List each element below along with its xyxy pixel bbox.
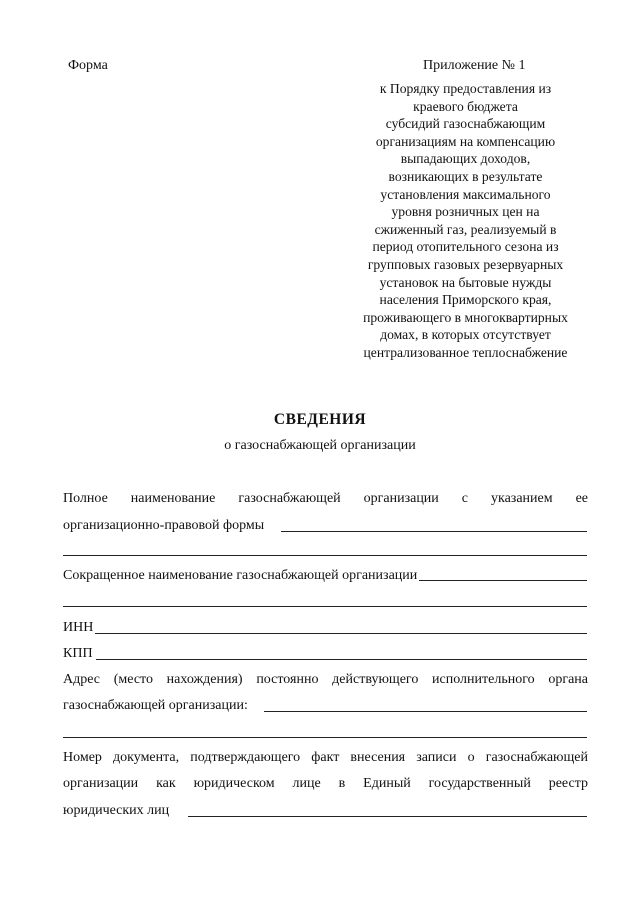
full-name-label-line1: Полное наименование газоснабжающей организации с указанием ее [63,491,588,506]
registration-doc-label-line3: юридических лиц [63,803,170,818]
appendix-title: Приложение № 1 [423,58,526,73]
registration-doc-label-line1: Номер документа, подтверждающего факт внесения записи о газоснабжающей [63,750,588,765]
appendix-line: проживающего в многоквартирных [363,309,568,325]
kpp-label: КПП [63,646,93,661]
appendix-line: централизованное теплоснабжение [363,344,568,360]
short-name-field-continuation[interactable] [63,606,587,607]
inn-label: ИНН [63,620,94,635]
document-subtitle: о газоснабжающей организации [224,438,416,453]
appendix-line: домах, в которых отсутствует [380,327,551,343]
appendix-text [338,80,593,362]
short-name-label: Сокращенное наименование газоснабжающей организации [63,568,418,583]
appendix-line: населения Приморского края, [379,292,552,308]
address-label-line1: Адрес (место нахождения) постоянно действующего исполнительного органа [63,672,588,687]
appendix-line: выпадающих доходов, [400,151,531,167]
full-name-field[interactable] [281,531,587,532]
appendix-line: сжиженный газ, реализуемый в [374,221,557,237]
appendix-line: установок на бытовые нужды [379,274,552,290]
address-label-line2: газоснабжающей организации: [63,698,248,713]
registration-doc-field[interactable] [188,816,587,817]
address-field[interactable] [264,711,587,712]
appendix-line: возникающих в результате [388,168,543,184]
appendix-line: установления максимального [380,186,551,202]
short-name-field[interactable] [419,580,587,581]
appendix-line: организациям на компенсацию [375,133,556,149]
kpp-field[interactable] [96,659,587,660]
appendix-line: уровня розничных цен на [391,204,540,220]
document-title: СВЕДЕНИЯ [273,411,367,428]
inn-field[interactable] [95,633,587,634]
address-field-continuation[interactable] [63,737,587,738]
appendix-line: субсидий газоснабжающим [385,116,546,132]
registration-doc-label-line2: организации как юридическом лице в Единый государственный реестр [63,776,588,791]
full-name-label-line2: организационно-правовой формы [63,518,265,533]
form-label: Форма [68,58,108,73]
appendix-line: период отопительного сезона из [372,239,559,255]
appendix-line: краевого бюджета [413,98,518,114]
full-name-field-continuation[interactable] [63,555,587,556]
appendix-line: к Порядку предоставления из [379,81,552,96]
appendix-line: групповых газовых резервуарных [367,256,564,272]
